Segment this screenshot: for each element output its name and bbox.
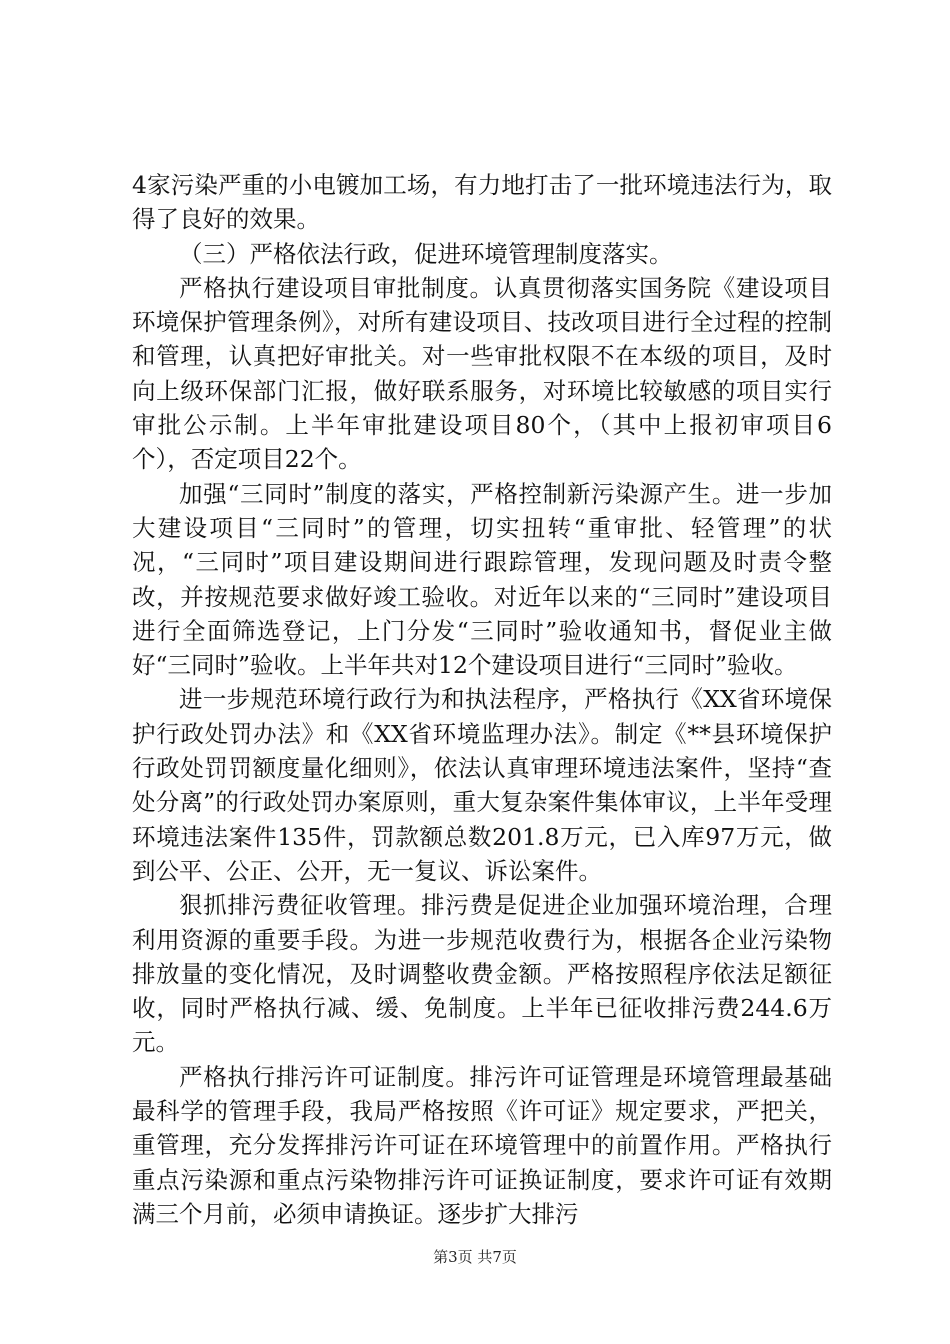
section-heading-3: （三）严格依法行政，促进环境管理制度落实。 — [179, 239, 673, 268]
paragraph-3: 严格执行建设项目审批制度。认真贯彻落实国务院《建设项目环境保护管理条例》，对所有建设项目、技改项目进行全过程的控制和管理，认真把好审批关。对一些审批权限不在本级的项目，及时向上级环保部门汇报，做好联系服务，对环境比较敏感的项目实行审批公示制。上半年审批建设项目80个，（其中上报初审项目6个），否定项目22个。 — [132, 273, 832, 474]
page-number: 第3页 共7页 — [433, 1248, 517, 1266]
paragraph-6: 狠抓排污费征收管理。排污费是促进企业加强环境治理，合理利用资源的重要手段。为进一步规范收费行为，根据各企业污染物排放量的变化情况，及时调整收费金额。严格按照程序依法足额征收，同时严格执行减、缓、免制度。上半年已征收排污费244.6万元。 — [132, 891, 832, 1057]
paragraph-1: 4家污染严重的小电镀加工场，有力地打击了一批环境违法行为，取得了良好的效果。 — [132, 171, 832, 234]
page-footer — [0, 1246, 950, 1267]
document-body — [132, 168, 832, 1231]
paragraph-4: 加强“三同时”制度的落实，严格控制新污染源产生。进一步加大建设项目“三同时”的管理，切实扭转“重审批、轻管理”的状况，“三同时”项目建设期间进行跟踪管理，发现问题及时责令整改，并按规范要求做好竣工验收。对近年以来的“三同时”建设项目进行全面筛选登记，上门分发“三同时”验收通知书，督促业主做好“三同时”验收。上半年共对12个建设项目进行“三同时”验收。 — [132, 479, 832, 680]
paragraph-5: 进一步规范环境行政行为和执法程序，严格执行《XX省环境保护行政处罚办法》和《XX省环境监理办法》。制定《**县环境保护行政处罚罚额度量化细则》，依法认真审理环境违法案件，坚持“查处分离”的行政处罚办案原则，重大复杂案件集体审议，上半年受理环境违法案件135件，罚款额总数201.8万元，已入库97万元，做到公平、公正、公开，无一复议、诉讼案件。 — [132, 685, 832, 885]
paragraph-7: 严格执行排污许可证制度。排污许可证管理是环境管理最基础最科学的管理手段，我局严格按照《许可证》规定要求，严把关，重管理，充分发挥排污许可证在环境管理中的前置作用。严格执行重点污染源和重点污染物排污许可证换证制度，要求许可证有效期满三个月前，必须申请换证。逐步扩大排污 — [132, 1062, 832, 1228]
